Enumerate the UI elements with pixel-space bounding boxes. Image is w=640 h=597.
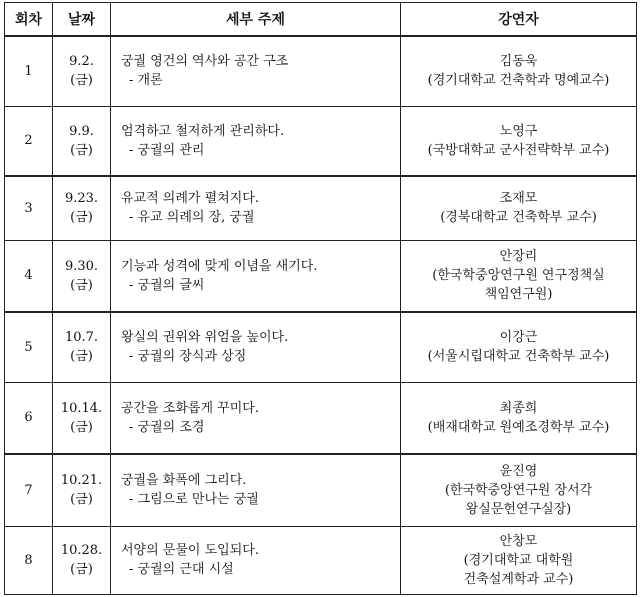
speaker-name: 노영구 bbox=[499, 123, 538, 139]
speaker-name: 조재모 bbox=[499, 191, 538, 207]
topic-subtitle: - 그림으로 만나는 궁궐 bbox=[129, 492, 259, 508]
speaker-affiliation: (경북대학교 건축학부 교수) bbox=[440, 210, 597, 226]
topic-title: 궁궐을 화폭에 그리다. bbox=[121, 473, 247, 489]
date-text: 10.14. bbox=[60, 400, 103, 416]
topic-title: 서양의 문물이 도입되다. bbox=[121, 543, 259, 558]
table-row bbox=[5, 312, 637, 382]
date-text: 10.21. bbox=[60, 473, 103, 489]
speaker-affiliation: 건축설계학과 교수) bbox=[463, 571, 574, 587]
topic-title: 기능과 성격에 맞게 이념을 새기다. bbox=[121, 258, 318, 274]
topic-subtitle: - 개론 bbox=[129, 73, 163, 89]
speaker-affiliation: (국방대학교 군사전략학부 교수) bbox=[427, 142, 610, 158]
date-text: 9.30. bbox=[64, 258, 99, 274]
day-text: (금) bbox=[70, 492, 93, 508]
speaker-affiliation: 왕실문헌연구실장) bbox=[465, 501, 572, 517]
table-header-row bbox=[5, 3, 637, 37]
date-text: 9.9. bbox=[69, 123, 94, 139]
table-row bbox=[5, 382, 637, 454]
day-text: (금) bbox=[70, 562, 93, 577]
date-text: 9.2. bbox=[69, 54, 94, 70]
day-text: (금) bbox=[70, 419, 93, 435]
topic-subtitle: - 궁궐의 관리 bbox=[129, 142, 205, 158]
speaker-name: 이강근 bbox=[499, 330, 538, 346]
speaker-name: 김동욱 bbox=[499, 54, 538, 70]
header-date: 날짜 bbox=[53, 3, 111, 37]
header-no: 회차 bbox=[5, 3, 53, 37]
table-row bbox=[5, 526, 637, 594]
session-date bbox=[53, 176, 111, 240]
speaker-name: 안창모 bbox=[499, 533, 538, 549]
session-number: 7 bbox=[5, 454, 53, 526]
day-text: (금) bbox=[70, 210, 93, 226]
date-text: 10.28. bbox=[60, 543, 103, 558]
day-text: (금) bbox=[70, 277, 93, 293]
session-topic bbox=[111, 36, 401, 106]
table-row bbox=[5, 176, 637, 240]
speaker-affiliation: (경기대학교 대학원 bbox=[463, 552, 574, 568]
speaker-affiliation: (한국학중앙연구원 장서각 bbox=[444, 482, 593, 498]
session-number: 1 bbox=[5, 36, 53, 106]
topic-title: 공간을 조화롭게 꾸미다. bbox=[121, 400, 259, 416]
session-topic bbox=[111, 176, 401, 240]
topic-title: 궁궐 영건의 역사와 공간 구조 bbox=[121, 54, 289, 70]
session-topic bbox=[111, 382, 401, 454]
topic-subtitle: - 궁궐의 글씨 bbox=[129, 277, 205, 293]
date-text: 9.23. bbox=[64, 191, 99, 207]
session-speaker bbox=[401, 106, 637, 176]
session-date bbox=[53, 312, 111, 382]
session-date bbox=[53, 382, 111, 454]
table-row bbox=[5, 454, 637, 526]
session-date bbox=[53, 240, 111, 312]
speaker-affiliation: (배재대학교 원예조경학부 교수) bbox=[427, 419, 610, 435]
header-topic: 세부 주제 bbox=[111, 3, 401, 37]
session-number: 2 bbox=[5, 106, 53, 176]
session-speaker bbox=[401, 240, 637, 312]
session-date bbox=[53, 106, 111, 176]
topic-title: 왕실의 권위와 위엄을 높이다. bbox=[121, 330, 289, 346]
speaker-name: 안장리 bbox=[499, 249, 538, 265]
session-number: 8 bbox=[5, 526, 53, 594]
lecture-schedule-table bbox=[4, 2, 637, 595]
session-topic bbox=[111, 312, 401, 382]
topic-subtitle: - 궁궐의 조경 bbox=[129, 419, 205, 435]
speaker-affiliation: (한국학중앙연구원 연구정책실 bbox=[432, 268, 605, 284]
date-text: 10.7. bbox=[64, 330, 99, 346]
table-row bbox=[5, 240, 637, 312]
speaker-name: 최종희 bbox=[499, 400, 538, 416]
day-text: (금) bbox=[70, 73, 93, 89]
session-speaker bbox=[401, 36, 637, 106]
table-row bbox=[5, 106, 637, 176]
speaker-affiliation: (서울시립대학교 건축학부 교수) bbox=[427, 349, 610, 365]
session-speaker bbox=[401, 454, 637, 526]
topic-subtitle: - 유교 의례의 장, 궁궐 bbox=[129, 210, 255, 226]
topic-subtitle: - 궁궐의 장식과 상징 bbox=[129, 349, 247, 365]
session-speaker bbox=[401, 312, 637, 382]
session-date bbox=[53, 454, 111, 526]
session-speaker bbox=[401, 176, 637, 240]
day-text: (금) bbox=[70, 349, 93, 365]
table-row bbox=[5, 36, 637, 106]
speaker-affiliation: (경기대학교 건축학과 명예교수) bbox=[427, 73, 610, 89]
day-text: (금) bbox=[70, 142, 93, 158]
session-speaker bbox=[401, 382, 637, 454]
header-speaker: 강연자 bbox=[401, 3, 637, 37]
session-topic bbox=[111, 454, 401, 526]
session-number: 6 bbox=[5, 382, 53, 454]
session-topic bbox=[111, 240, 401, 312]
session-number: 3 bbox=[5, 176, 53, 240]
session-topic bbox=[111, 106, 401, 176]
session-date bbox=[53, 526, 111, 594]
session-speaker bbox=[401, 526, 637, 594]
speaker-affiliation: 책임연구원) bbox=[484, 287, 553, 303]
session-date bbox=[53, 36, 111, 106]
topic-title: 유교적 의례가 펼쳐지다. bbox=[121, 191, 259, 207]
session-topic bbox=[111, 526, 401, 594]
topic-title: 엄격하고 철저하게 관리하다. bbox=[121, 123, 285, 139]
speaker-name: 윤진영 bbox=[499, 463, 538, 479]
session-number: 5 bbox=[5, 312, 53, 382]
session-number: 4 bbox=[5, 240, 53, 312]
topic-subtitle: - 궁궐의 근대 시설 bbox=[129, 562, 234, 577]
